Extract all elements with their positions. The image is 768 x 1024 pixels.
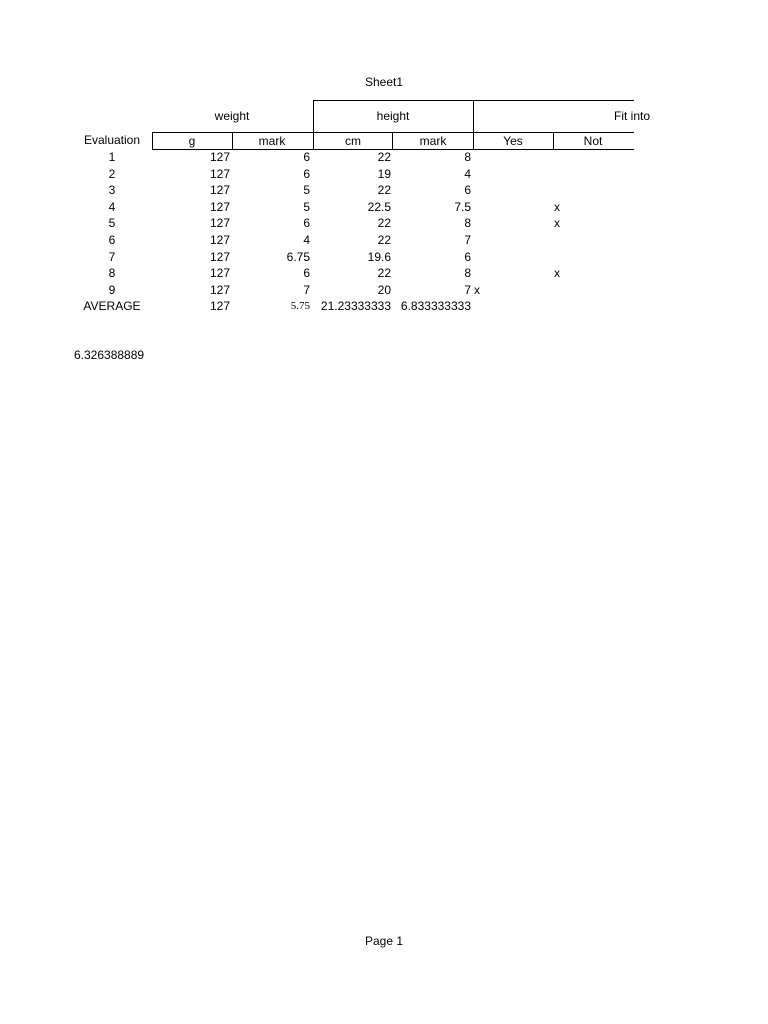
cell-note xyxy=(474,265,494,281)
cell-height-cm: 22.5 xyxy=(367,200,391,214)
cell-weight-g: 127 xyxy=(209,150,230,164)
cell-height-mark: 8 xyxy=(464,266,471,280)
cell-evaluation: 8 xyxy=(108,266,116,280)
cell-fit-not: x xyxy=(554,266,560,280)
cell-evaluation: 4 xyxy=(108,200,116,214)
group-header-fit: Fit into xyxy=(613,109,650,123)
cell-height-mark: 7 xyxy=(464,283,471,297)
cell-height-mark: 7.5 xyxy=(454,200,471,214)
cell-weight-mark: 5 xyxy=(303,183,310,197)
cell-weight-mark: 6 xyxy=(303,150,310,164)
cell-weight-g: 127 xyxy=(209,233,230,247)
cell-fit-not: x xyxy=(554,216,560,230)
cell-height-cm: 22 xyxy=(377,150,391,164)
cell-height-cm: 20 xyxy=(377,283,391,297)
average-weight-mark: 5.75 xyxy=(290,300,310,312)
cell-weight-g: 127 xyxy=(209,250,230,264)
cell-fit-not xyxy=(554,232,574,248)
cell-height-mark: 4 xyxy=(464,167,471,181)
cell-note xyxy=(474,182,494,198)
cell-evaluation: 7 xyxy=(108,250,116,264)
cell-fit-not xyxy=(554,182,574,198)
cell-fit-not xyxy=(554,282,574,298)
cell-height-cm: 19.6 xyxy=(367,250,391,264)
cell-note xyxy=(474,249,494,265)
cell-fit-not xyxy=(554,149,574,165)
column-header-height-cm: cm xyxy=(345,134,361,148)
cell-height-cm: 22 xyxy=(377,266,391,280)
cell-fit-not xyxy=(554,166,574,182)
cell-note: x xyxy=(474,283,480,297)
cell-weight-mark: 7 xyxy=(303,283,310,297)
column-header-evaluation: Evaluation xyxy=(83,133,141,147)
cell-note xyxy=(474,166,494,182)
cell-weight-g: 127 xyxy=(209,167,230,181)
sheet-title: Sheet1 xyxy=(364,75,404,89)
cell-height-mark: 7 xyxy=(464,233,471,247)
cell-weight-mark: 6 xyxy=(303,266,310,280)
cell-height-cm: 19 xyxy=(377,167,391,181)
cell-note xyxy=(474,215,494,231)
cell-weight-mark: 5 xyxy=(303,200,310,214)
column-header-fit-not: Not xyxy=(583,134,603,148)
cell-note xyxy=(474,149,494,165)
cell-height-mark: 6 xyxy=(464,183,471,197)
average-label: AVERAGE xyxy=(83,299,141,313)
cell-height-mark: 8 xyxy=(464,150,471,164)
cell-weight-g: 127 xyxy=(209,183,230,197)
cell-evaluation: 1 xyxy=(108,150,116,164)
cell-evaluation: 9 xyxy=(108,283,116,297)
cell-evaluation: 2 xyxy=(108,167,116,181)
cell-height-cm: 22 xyxy=(377,216,391,230)
cell-weight-mark: 6.75 xyxy=(286,250,310,264)
average-height-mark: 6.833333333 xyxy=(400,299,471,313)
column-header-height-mark: mark xyxy=(419,134,447,148)
group-header-weight: weight xyxy=(214,109,250,123)
cell-fit-not xyxy=(554,249,574,265)
cell-weight-mark: 6 xyxy=(303,167,310,181)
column-header-weight-g: g xyxy=(188,134,196,148)
group-header-height: height xyxy=(376,109,410,123)
overall-value: 6.326388889 xyxy=(74,348,145,362)
cell-evaluation: 6 xyxy=(108,233,116,247)
average-height-cm: 21.23333333 xyxy=(320,299,391,313)
cell-weight-mark: 4 xyxy=(303,233,310,247)
cell-note xyxy=(474,232,494,248)
cell-height-mark: 6 xyxy=(464,250,471,264)
page-label: Page 1 xyxy=(364,934,404,948)
cell-fit-not: x xyxy=(554,200,560,214)
cell-note xyxy=(474,199,494,215)
cell-height-cm: 22 xyxy=(377,183,391,197)
cell-weight-g: 127 xyxy=(209,216,230,230)
cell-evaluation: 5 xyxy=(108,216,116,230)
cell-weight-mark: 6 xyxy=(303,216,310,230)
average-weight-g: 127 xyxy=(209,299,230,313)
column-header-fit-yes: Yes xyxy=(503,134,523,148)
column-header-weight-mark: mark xyxy=(258,134,286,148)
cell-weight-g: 127 xyxy=(209,283,230,297)
cell-height-cm: 22 xyxy=(377,233,391,247)
cell-weight-g: 127 xyxy=(209,200,230,214)
cell-evaluation: 3 xyxy=(108,183,116,197)
cell-height-mark: 8 xyxy=(464,216,471,230)
cell-weight-g: 127 xyxy=(209,266,230,280)
